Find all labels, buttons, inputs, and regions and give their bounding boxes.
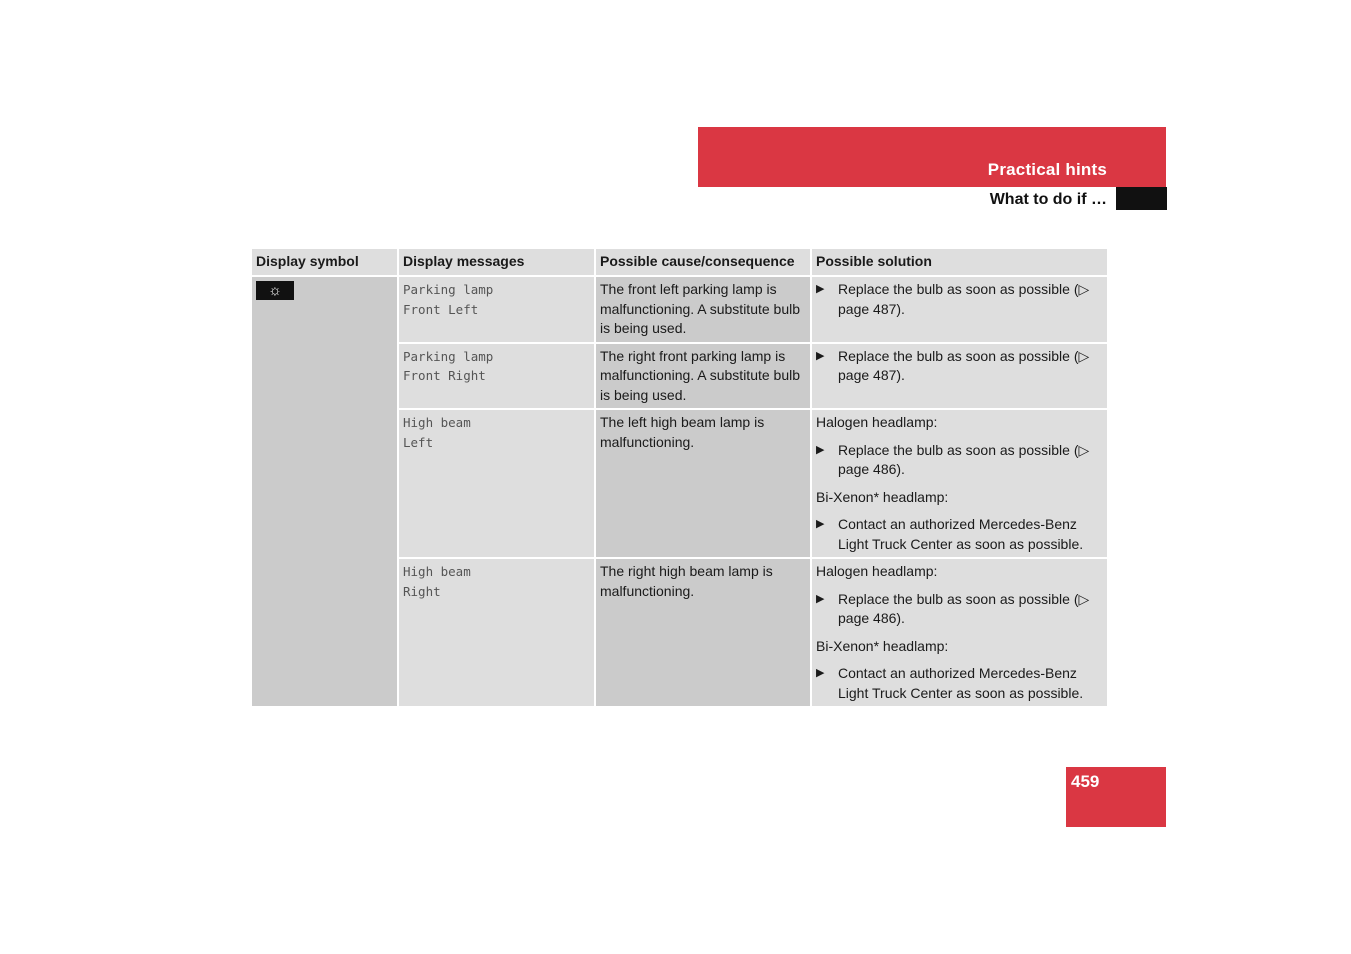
halogen-headlamp-label: Halogen headlamp: <box>816 563 938 579</box>
display-message-line: High beam <box>403 564 471 579</box>
bullet-arrow-icon: ▶ <box>816 443 825 456</box>
solution-cell <box>811 343 1107 410</box>
solution-step-text: Replace the bulb as soon as possible (▷ page 487). <box>838 347 1090 383</box>
lamp-icon: ☼ <box>256 281 294 300</box>
solution-step-text: Contact an authorized Mercedes-Benz Light Truck Center as soon as possible. <box>838 516 1084 552</box>
solution-step-text: Replace the bulb as soon as possible (▷ page 486). <box>838 441 1090 477</box>
cause-cell: The right front parking lamp is malfunctioning. A substitute bulb is being used. <box>595 343 811 410</box>
display-message-cell <box>398 343 595 410</box>
bullet-arrow-icon: ▶ <box>816 667 825 679</box>
solution-step <box>816 441 1103 480</box>
page-number: 459 <box>1071 772 1100 791</box>
solution-step <box>816 664 1103 703</box>
display-message-line: High beam <box>403 415 471 430</box>
display-message-line: Right <box>403 583 441 599</box>
cause-cell: The left high beam lamp is malfunctioning. <box>595 409 811 558</box>
bullet-arrow-icon: ▶ <box>816 592 825 605</box>
cause-cell: The front left parking lamp is malfunctioning. A substitute bulb is being used. <box>595 276 811 343</box>
solution-step <box>816 590 1103 629</box>
section-marker-tab <box>1116 187 1167 210</box>
section-title: Practical hints <box>987 160 1107 179</box>
fault-message-table <box>252 249 1107 708</box>
bullet-arrow-icon: ▶ <box>816 283 825 295</box>
table-row <box>252 276 1107 343</box>
bullet-arrow-icon: ▶ <box>816 518 825 530</box>
halogen-headlamp-label: Halogen headlamp: <box>816 414 938 430</box>
solution-step-text: Replace the bulb as soon as possible (▷ page 487). <box>838 281 1090 317</box>
display-message-line: Parking lamp <box>403 282 494 297</box>
solution-step-text: Contact an authorized Mercedes-Benz Light Truck Center as soon as possible. <box>838 665 1084 701</box>
display-message-line: Front Right <box>403 368 486 383</box>
display-message-cell <box>398 276 595 343</box>
solution-cell <box>811 558 1107 707</box>
solution-cell <box>811 276 1107 343</box>
solution-step <box>816 347 1103 386</box>
column-header-solution: Possible solution <box>811 249 1107 276</box>
display-symbol-cell <box>252 276 398 707</box>
display-message-line: Left <box>403 434 434 450</box>
table-header-row <box>252 249 1107 276</box>
bi-xenon-headlamp-label: Bi-Xenon* headlamp: <box>816 488 949 505</box>
solution-step <box>816 515 1103 554</box>
bi-xenon-headlamp-label: Bi-Xenon* headlamp: <box>816 637 949 654</box>
column-header-display-messages: Display messages <box>398 249 595 276</box>
bullet-arrow-icon: ▶ <box>816 349 825 362</box>
solution-cell <box>811 409 1107 558</box>
cause-cell: The right high beam lamp is malfunctioning. <box>595 558 811 707</box>
display-message-line: Parking lamp <box>403 348 494 364</box>
display-message-cell <box>398 409 595 558</box>
display-message-line: Front Left <box>403 301 479 317</box>
solution-step <box>816 280 1103 319</box>
solution-step-text: Replace the bulb as soon as possible (▷ page 486). <box>838 590 1090 626</box>
display-message-cell <box>398 558 595 707</box>
subsection-title: What to do if … <box>989 191 1107 208</box>
column-header-cause: Possible cause/consequence <box>595 249 811 276</box>
column-header-display-symbol: Display symbol <box>252 249 398 276</box>
